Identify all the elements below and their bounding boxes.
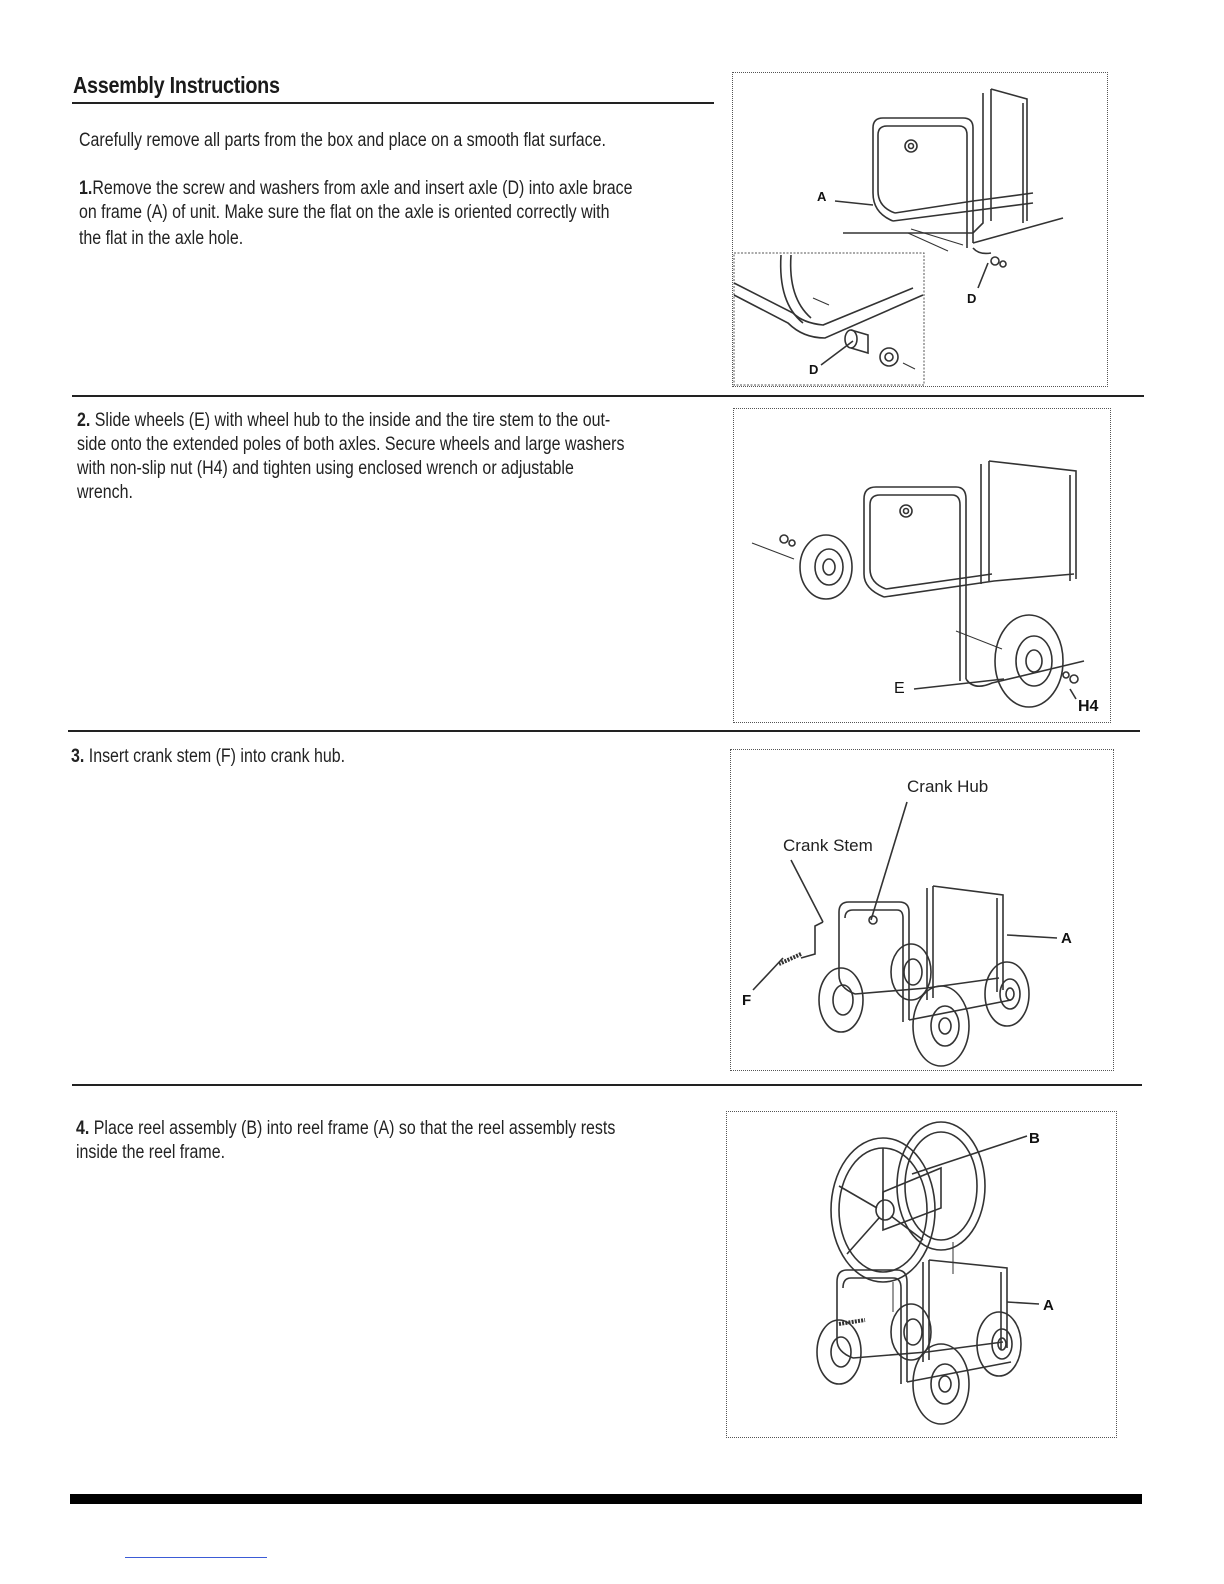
figure-3-label-f: F [742,992,752,1009]
figure-4-label-b: B [1029,1130,1040,1147]
step-2-number: 2. [77,410,91,431]
figure-1-label-d: D [967,291,977,306]
figure-1-label-a: A [817,189,827,204]
figure-3-label-crank-hub: Crank Hub [907,777,989,796]
page-title: Assembly Instructions [73,72,280,98]
footer-bar [70,1494,1142,1504]
step-1-number: 1. [79,178,93,199]
figure-step-1 [732,72,1108,387]
step-3-line-1: 3. Insert crank stem (F) into crank hub. [71,746,346,767]
figure-step-3 [730,749,1114,1071]
heading-divider [72,102,714,104]
section-divider-1 [72,395,1144,397]
figure-2-label-h4: H4 [1078,698,1099,715]
figure-step-4 [726,1111,1117,1438]
section-divider-3 [72,1084,1142,1086]
step-3-number: 3. [71,746,85,767]
figure-1-inset-label-d: D [809,362,819,377]
step-1-line-1: 1.Remove the screw and washers from axle and insert axle (D) into axle brace [79,178,633,199]
intro-text: Carefully remove all parts from the box and place on a smooth flat surface. [79,130,606,151]
step-4-line-1: 4. Place reel assembly (B) into reel frame (A) so that the reel assembly rests [76,1118,616,1139]
figure-step-2 [733,408,1111,723]
step-2-line-1: 2. Slide wheels (E) with wheel hub to the inside and the tire stem to the out- [77,410,611,431]
step-2-line-2: side onto the extended poles of both axles. Secure wheels and large washers [77,434,625,455]
footer-link-underline[interactable] [125,1557,267,1558]
step-1-line-3: the flat in the axle hole. [79,228,244,249]
step-4-line-2: inside the reel frame. [76,1142,226,1163]
section-divider-2 [68,730,1140,732]
step-1-line-2: on frame (A) of unit. Make sure the flat on the axle is oriented correctly with [79,202,610,223]
figure-4-label-a: A [1043,1297,1054,1314]
step-2-line-3: with non-slip nut (H4) and tighten using enclosed wrench or adjustable [77,458,574,479]
step-2-line-4: wrench. [77,482,133,503]
figure-2-label-e: E [894,680,905,697]
figure-3-label-crank-stem: Crank Stem [783,836,873,855]
step-4-number: 4. [76,1118,90,1139]
figure-3-label-a: A [1061,930,1072,947]
